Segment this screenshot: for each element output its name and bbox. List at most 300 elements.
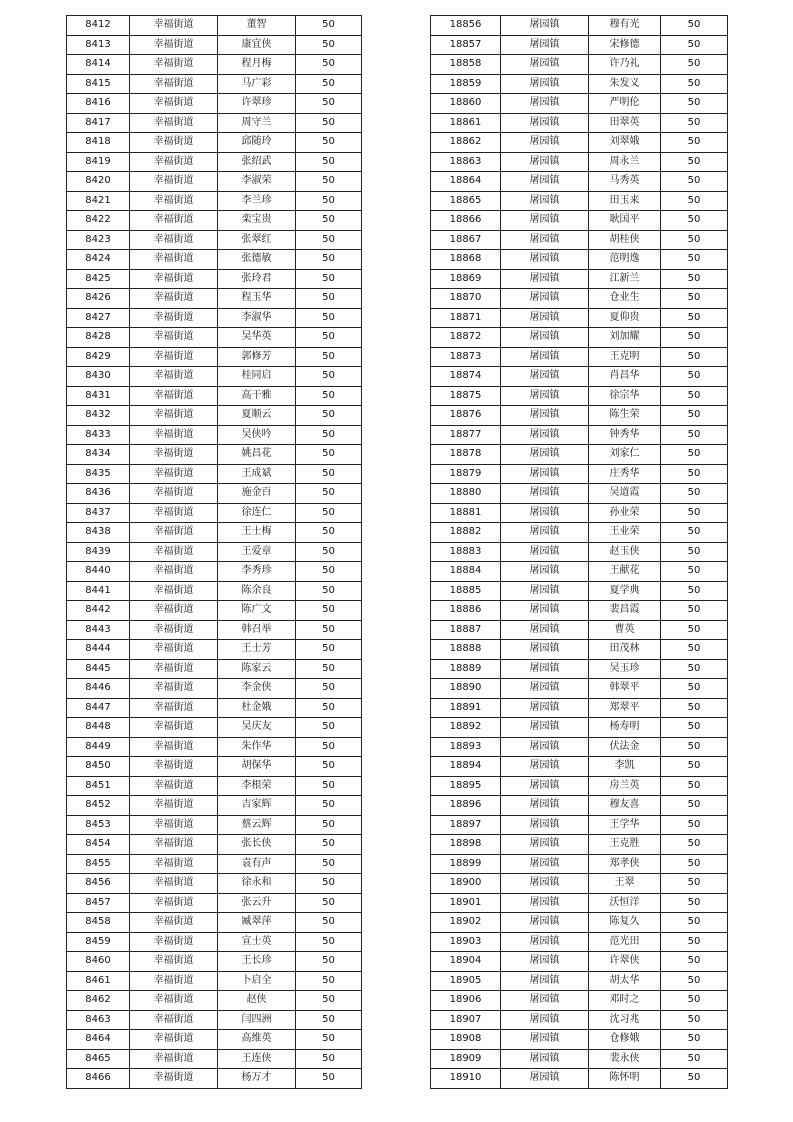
amount-cell: 50 bbox=[661, 191, 728, 211]
table-row bbox=[431, 620, 728, 640]
district-cell: 屠园镇 bbox=[501, 562, 589, 582]
district-cell: 幸福街道 bbox=[130, 269, 218, 289]
district-cell: 幸福街道 bbox=[130, 757, 218, 777]
table-row bbox=[67, 757, 362, 777]
serial-number-cell: 8415 bbox=[67, 74, 130, 94]
serial-number-cell: 18895 bbox=[431, 776, 501, 796]
table-row bbox=[67, 815, 362, 835]
amount-cell: 50 bbox=[661, 757, 728, 777]
table-row bbox=[67, 503, 362, 523]
serial-number-cell: 8435 bbox=[67, 464, 130, 484]
amount-cell: 50 bbox=[296, 74, 362, 94]
table-row bbox=[67, 1010, 362, 1030]
name-cell: 邓时之 bbox=[589, 991, 661, 1011]
district-cell: 幸福街道 bbox=[130, 35, 218, 55]
amount-cell: 50 bbox=[661, 1010, 728, 1030]
serial-number-cell: 8449 bbox=[67, 737, 130, 757]
name-cell: 许翠珍 bbox=[218, 94, 296, 114]
district-cell: 屠园镇 bbox=[501, 874, 589, 894]
table-row bbox=[67, 601, 362, 621]
district-cell: 幸福街道 bbox=[130, 815, 218, 835]
name-cell: 耿国平 bbox=[589, 211, 661, 231]
table-row bbox=[431, 269, 728, 289]
table-row bbox=[431, 737, 728, 757]
district-cell: 幸福街道 bbox=[130, 406, 218, 426]
district-cell: 幸福街道 bbox=[130, 367, 218, 387]
district-cell: 屠园镇 bbox=[501, 289, 589, 309]
amount-cell: 50 bbox=[661, 211, 728, 231]
district-cell: 屠园镇 bbox=[501, 230, 589, 250]
district-cell: 屠园镇 bbox=[501, 679, 589, 699]
table-row bbox=[431, 55, 728, 75]
serial-number-cell: 8440 bbox=[67, 562, 130, 582]
district-cell: 屠园镇 bbox=[501, 367, 589, 387]
table-row bbox=[431, 581, 728, 601]
amount-cell: 50 bbox=[296, 835, 362, 855]
amount-cell: 50 bbox=[661, 1069, 728, 1089]
amount-cell: 50 bbox=[661, 464, 728, 484]
name-cell: 穆友喜 bbox=[589, 796, 661, 816]
table-row bbox=[67, 113, 362, 133]
serial-number-cell: 18889 bbox=[431, 659, 501, 679]
name-cell: 王献花 bbox=[589, 562, 661, 582]
table-row bbox=[67, 679, 362, 699]
district-cell: 屠园镇 bbox=[501, 308, 589, 328]
name-cell: 董智 bbox=[218, 16, 296, 36]
name-cell: 严明伦 bbox=[589, 94, 661, 114]
name-cell: 王翠 bbox=[589, 874, 661, 894]
amount-cell: 50 bbox=[296, 913, 362, 933]
name-cell: 王爱章 bbox=[218, 542, 296, 562]
amount-cell: 50 bbox=[296, 191, 362, 211]
name-cell: 仓业生 bbox=[589, 289, 661, 309]
table-row bbox=[431, 952, 728, 972]
serial-number-cell: 18881 bbox=[431, 503, 501, 523]
district-cell: 屠园镇 bbox=[501, 484, 589, 504]
district-cell: 屠园镇 bbox=[501, 113, 589, 133]
serial-number-cell: 18874 bbox=[431, 367, 501, 387]
name-cell: 卜启全 bbox=[218, 971, 296, 991]
name-cell: 徐宗华 bbox=[589, 386, 661, 406]
table-row bbox=[67, 776, 362, 796]
amount-cell: 50 bbox=[661, 737, 728, 757]
district-cell: 幸福街道 bbox=[130, 952, 218, 972]
table-row bbox=[67, 698, 362, 718]
district-cell: 幸福街道 bbox=[130, 503, 218, 523]
table-row bbox=[431, 445, 728, 465]
serial-number-cell: 18865 bbox=[431, 191, 501, 211]
table-row bbox=[431, 484, 728, 504]
serial-number-cell: 18858 bbox=[431, 55, 501, 75]
table-row bbox=[67, 893, 362, 913]
serial-number-cell: 18860 bbox=[431, 94, 501, 114]
serial-number-cell: 18908 bbox=[431, 1030, 501, 1050]
table-row bbox=[431, 308, 728, 328]
district-cell: 幸福街道 bbox=[130, 932, 218, 952]
district-cell: 屠园镇 bbox=[501, 1069, 589, 1089]
amount-cell: 50 bbox=[661, 289, 728, 309]
amount-cell: 50 bbox=[296, 406, 362, 426]
table-row bbox=[67, 94, 362, 114]
serial-number-cell: 18902 bbox=[431, 913, 501, 933]
name-cell: 许翠侠 bbox=[589, 952, 661, 972]
serial-number-cell: 8448 bbox=[67, 718, 130, 738]
name-cell: 王长珍 bbox=[218, 952, 296, 972]
name-cell: 吴华英 bbox=[218, 328, 296, 348]
name-cell: 陈家云 bbox=[218, 659, 296, 679]
table-row bbox=[67, 74, 362, 94]
serial-number-cell: 18877 bbox=[431, 425, 501, 445]
amount-cell: 50 bbox=[296, 757, 362, 777]
amount-cell: 50 bbox=[661, 991, 728, 1011]
serial-number-cell: 8464 bbox=[67, 1030, 130, 1050]
table-row bbox=[67, 16, 362, 36]
amount-cell: 50 bbox=[661, 815, 728, 835]
amount-cell: 50 bbox=[296, 874, 362, 894]
district-cell: 幸福街道 bbox=[130, 484, 218, 504]
table-row bbox=[431, 601, 728, 621]
table-row bbox=[431, 1049, 728, 1069]
serial-number-cell: 18901 bbox=[431, 893, 501, 913]
name-cell: 周永兰 bbox=[589, 152, 661, 172]
table-row bbox=[431, 679, 728, 699]
table-row bbox=[67, 581, 362, 601]
district-cell: 幸福街道 bbox=[130, 347, 218, 367]
name-cell: 胡太华 bbox=[589, 971, 661, 991]
serial-number-cell: 18863 bbox=[431, 152, 501, 172]
amount-cell: 50 bbox=[296, 1049, 362, 1069]
amount-cell: 50 bbox=[661, 835, 728, 855]
serial-number-cell: 8466 bbox=[67, 1069, 130, 1089]
district-cell: 幸福街道 bbox=[130, 854, 218, 874]
table-row bbox=[431, 718, 728, 738]
amount-cell: 50 bbox=[661, 542, 728, 562]
name-cell: 马秀英 bbox=[589, 172, 661, 192]
table-row bbox=[67, 464, 362, 484]
name-cell: 张玲君 bbox=[218, 269, 296, 289]
name-cell: 张长侠 bbox=[218, 835, 296, 855]
amount-cell: 50 bbox=[296, 562, 362, 582]
district-cell: 屠园镇 bbox=[501, 815, 589, 835]
serial-number-cell: 18910 bbox=[431, 1069, 501, 1089]
name-cell: 程月梅 bbox=[218, 55, 296, 75]
district-cell: 屠园镇 bbox=[501, 640, 589, 660]
district-cell: 幸福街道 bbox=[130, 250, 218, 270]
serial-number-cell: 18898 bbox=[431, 835, 501, 855]
table-row bbox=[431, 406, 728, 426]
amount-cell: 50 bbox=[296, 542, 362, 562]
district-cell: 幸福街道 bbox=[130, 679, 218, 699]
district-cell: 屠园镇 bbox=[501, 620, 589, 640]
serial-number-cell: 18885 bbox=[431, 581, 501, 601]
amount-cell: 50 bbox=[661, 230, 728, 250]
name-cell: 郑孝侠 bbox=[589, 854, 661, 874]
table-row bbox=[431, 1010, 728, 1030]
district-cell: 幸福街道 bbox=[130, 16, 218, 36]
right-roster-table bbox=[430, 15, 728, 1089]
amount-cell: 50 bbox=[296, 94, 362, 114]
district-cell: 幸福街道 bbox=[130, 94, 218, 114]
name-cell: 胡桂侠 bbox=[589, 230, 661, 250]
name-cell: 王克明 bbox=[589, 347, 661, 367]
table-row bbox=[67, 191, 362, 211]
serial-number-cell: 8430 bbox=[67, 367, 130, 387]
amount-cell: 50 bbox=[661, 386, 728, 406]
table-row bbox=[431, 35, 728, 55]
table-row bbox=[431, 932, 728, 952]
name-cell: 王业荣 bbox=[589, 523, 661, 543]
district-cell: 幸福街道 bbox=[130, 640, 218, 660]
amount-cell: 50 bbox=[296, 1010, 362, 1030]
serial-number-cell: 8460 bbox=[67, 952, 130, 972]
amount-cell: 50 bbox=[296, 152, 362, 172]
amount-cell: 50 bbox=[661, 718, 728, 738]
name-cell: 杨万才 bbox=[218, 1069, 296, 1089]
serial-number-cell: 18876 bbox=[431, 406, 501, 426]
serial-number-cell: 18875 bbox=[431, 386, 501, 406]
table-row bbox=[431, 542, 728, 562]
district-cell: 幸福街道 bbox=[130, 113, 218, 133]
name-cell: 王士梅 bbox=[218, 523, 296, 543]
serial-number-cell: 18900 bbox=[431, 874, 501, 894]
serial-number-cell: 8445 bbox=[67, 659, 130, 679]
name-cell: 赵玉侠 bbox=[589, 542, 661, 562]
serial-number-cell: 18870 bbox=[431, 289, 501, 309]
amount-cell: 50 bbox=[661, 640, 728, 660]
name-cell: 仓修娥 bbox=[589, 1030, 661, 1050]
district-cell: 屠园镇 bbox=[501, 94, 589, 114]
district-cell: 屠园镇 bbox=[501, 133, 589, 153]
amount-cell: 50 bbox=[661, 913, 728, 933]
district-cell: 幸福街道 bbox=[130, 523, 218, 543]
name-cell: 胡保华 bbox=[218, 757, 296, 777]
district-cell: 幸福街道 bbox=[130, 328, 218, 348]
table-row bbox=[431, 854, 728, 874]
serial-number-cell: 18907 bbox=[431, 1010, 501, 1030]
serial-number-cell: 8451 bbox=[67, 776, 130, 796]
name-cell: 吴侠吟 bbox=[218, 425, 296, 445]
serial-number-cell: 8417 bbox=[67, 113, 130, 133]
name-cell: 李淑华 bbox=[218, 308, 296, 328]
table-row bbox=[67, 250, 362, 270]
serial-number-cell: 8454 bbox=[67, 835, 130, 855]
name-cell: 郭修芳 bbox=[218, 347, 296, 367]
district-cell: 幸福街道 bbox=[130, 1049, 218, 1069]
district-cell: 幸福街道 bbox=[130, 893, 218, 913]
serial-number-cell: 8416 bbox=[67, 94, 130, 114]
name-cell: 李凯 bbox=[589, 757, 661, 777]
name-cell: 王士芳 bbox=[218, 640, 296, 660]
amount-cell: 50 bbox=[296, 425, 362, 445]
table-row bbox=[67, 445, 362, 465]
name-cell: 郑翠平 bbox=[589, 698, 661, 718]
serial-number-cell: 8442 bbox=[67, 601, 130, 621]
name-cell: 吴庆友 bbox=[218, 718, 296, 738]
district-cell: 屠园镇 bbox=[501, 542, 589, 562]
amount-cell: 50 bbox=[296, 932, 362, 952]
name-cell: 李金侠 bbox=[218, 679, 296, 699]
table-row bbox=[431, 425, 728, 445]
district-cell: 幸福街道 bbox=[130, 1010, 218, 1030]
serial-number-cell: 18873 bbox=[431, 347, 501, 367]
district-cell: 屠园镇 bbox=[501, 952, 589, 972]
amount-cell: 50 bbox=[661, 698, 728, 718]
name-cell: 裴永侠 bbox=[589, 1049, 661, 1069]
serial-number-cell: 8438 bbox=[67, 523, 130, 543]
table-row bbox=[67, 347, 362, 367]
amount-cell: 50 bbox=[661, 445, 728, 465]
district-cell: 幸福街道 bbox=[130, 796, 218, 816]
amount-cell: 50 bbox=[661, 16, 728, 36]
district-cell: 幸福街道 bbox=[130, 971, 218, 991]
amount-cell: 50 bbox=[661, 601, 728, 621]
district-cell: 屠园镇 bbox=[501, 152, 589, 172]
district-cell: 屠园镇 bbox=[501, 893, 589, 913]
table-row bbox=[431, 464, 728, 484]
district-cell: 屠园镇 bbox=[501, 503, 589, 523]
table-row bbox=[67, 796, 362, 816]
amount-cell: 50 bbox=[661, 35, 728, 55]
table-row bbox=[67, 328, 362, 348]
serial-number-cell: 8459 bbox=[67, 932, 130, 952]
table-row bbox=[431, 893, 728, 913]
serial-number-cell: 8433 bbox=[67, 425, 130, 445]
district-cell: 幸福街道 bbox=[130, 191, 218, 211]
serial-number-cell: 8412 bbox=[67, 16, 130, 36]
district-cell: 幸福街道 bbox=[130, 425, 218, 445]
amount-cell: 50 bbox=[296, 328, 362, 348]
district-cell: 屠园镇 bbox=[501, 464, 589, 484]
district-cell: 幸福街道 bbox=[130, 659, 218, 679]
name-cell: 高干雅 bbox=[218, 386, 296, 406]
district-cell: 幸福街道 bbox=[130, 230, 218, 250]
amount-cell: 50 bbox=[296, 367, 362, 387]
serial-number-cell: 8465 bbox=[67, 1049, 130, 1069]
table-row bbox=[67, 230, 362, 250]
name-cell: 朱发义 bbox=[589, 74, 661, 94]
name-cell: 张云升 bbox=[218, 893, 296, 913]
district-cell: 幸福街道 bbox=[130, 562, 218, 582]
serial-number-cell: 18897 bbox=[431, 815, 501, 835]
serial-number-cell: 18857 bbox=[431, 35, 501, 55]
table-row bbox=[431, 835, 728, 855]
table-row bbox=[431, 815, 728, 835]
serial-number-cell: 18892 bbox=[431, 718, 501, 738]
amount-cell: 50 bbox=[296, 1069, 362, 1089]
table-row bbox=[431, 757, 728, 777]
serial-number-cell: 18872 bbox=[431, 328, 501, 348]
table-row bbox=[67, 620, 362, 640]
amount-cell: 50 bbox=[296, 35, 362, 55]
table-row bbox=[67, 991, 362, 1011]
amount-cell: 50 bbox=[296, 796, 362, 816]
name-cell: 李兰珍 bbox=[218, 191, 296, 211]
table-row bbox=[431, 1030, 728, 1050]
name-cell: 宋修德 bbox=[589, 35, 661, 55]
table-row bbox=[431, 16, 728, 36]
name-cell: 臧翠萍 bbox=[218, 913, 296, 933]
name-cell: 康宜侠 bbox=[218, 35, 296, 55]
name-cell: 蔡云辉 bbox=[218, 815, 296, 835]
district-cell: 屠园镇 bbox=[501, 191, 589, 211]
amount-cell: 50 bbox=[296, 952, 362, 972]
table-row bbox=[431, 796, 728, 816]
district-cell: 幸福街道 bbox=[130, 386, 218, 406]
district-cell: 幸福街道 bbox=[130, 718, 218, 738]
name-cell: 吉家辉 bbox=[218, 796, 296, 816]
table-row bbox=[67, 952, 362, 972]
amount-cell: 50 bbox=[296, 679, 362, 699]
table-row bbox=[431, 640, 728, 660]
right-roster-body bbox=[431, 16, 728, 1089]
district-cell: 屠园镇 bbox=[501, 406, 589, 426]
serial-number-cell: 18894 bbox=[431, 757, 501, 777]
district-cell: 幸福街道 bbox=[130, 464, 218, 484]
amount-cell: 50 bbox=[661, 74, 728, 94]
table-row bbox=[431, 874, 728, 894]
name-cell: 袁有声 bbox=[218, 854, 296, 874]
serial-number-cell: 18880 bbox=[431, 484, 501, 504]
serial-number-cell: 8436 bbox=[67, 484, 130, 504]
table-row bbox=[67, 562, 362, 582]
amount-cell: 50 bbox=[296, 113, 362, 133]
name-cell: 夏学典 bbox=[589, 581, 661, 601]
name-cell: 陈余良 bbox=[218, 581, 296, 601]
amount-cell: 50 bbox=[296, 581, 362, 601]
district-cell: 幸福街道 bbox=[130, 991, 218, 1011]
district-cell: 屠园镇 bbox=[501, 250, 589, 270]
name-cell: 宣士英 bbox=[218, 932, 296, 952]
amount-cell: 50 bbox=[661, 484, 728, 504]
table-row bbox=[67, 269, 362, 289]
table-row bbox=[431, 913, 728, 933]
district-cell: 屠园镇 bbox=[501, 425, 589, 445]
name-cell: 钟秀华 bbox=[589, 425, 661, 445]
table-row bbox=[431, 328, 728, 348]
amount-cell: 50 bbox=[661, 172, 728, 192]
amount-cell: 50 bbox=[296, 620, 362, 640]
amount-cell: 50 bbox=[661, 776, 728, 796]
district-cell: 幸福街道 bbox=[130, 445, 218, 465]
serial-number-cell: 8422 bbox=[67, 211, 130, 231]
district-cell: 屠园镇 bbox=[501, 1049, 589, 1069]
district-cell: 屠园镇 bbox=[501, 445, 589, 465]
name-cell: 张翠红 bbox=[218, 230, 296, 250]
amount-cell: 50 bbox=[296, 815, 362, 835]
table-row bbox=[67, 1049, 362, 1069]
district-cell: 幸福街道 bbox=[130, 542, 218, 562]
table-row bbox=[431, 347, 728, 367]
table-row bbox=[67, 133, 362, 153]
amount-cell: 50 bbox=[296, 464, 362, 484]
serial-number-cell: 8428 bbox=[67, 328, 130, 348]
serial-number-cell: 8447 bbox=[67, 698, 130, 718]
amount-cell: 50 bbox=[296, 971, 362, 991]
amount-cell: 50 bbox=[296, 347, 362, 367]
serial-number-cell: 8455 bbox=[67, 854, 130, 874]
amount-cell: 50 bbox=[661, 523, 728, 543]
name-cell: 吴道霞 bbox=[589, 484, 661, 504]
amount-cell: 50 bbox=[296, 133, 362, 153]
table-row bbox=[431, 289, 728, 309]
table-row bbox=[67, 523, 362, 543]
amount-cell: 50 bbox=[296, 55, 362, 75]
district-cell: 屠园镇 bbox=[501, 1010, 589, 1030]
serial-number-cell: 8431 bbox=[67, 386, 130, 406]
name-cell: 徐永和 bbox=[218, 874, 296, 894]
amount-cell: 50 bbox=[296, 601, 362, 621]
district-cell: 屠园镇 bbox=[501, 211, 589, 231]
